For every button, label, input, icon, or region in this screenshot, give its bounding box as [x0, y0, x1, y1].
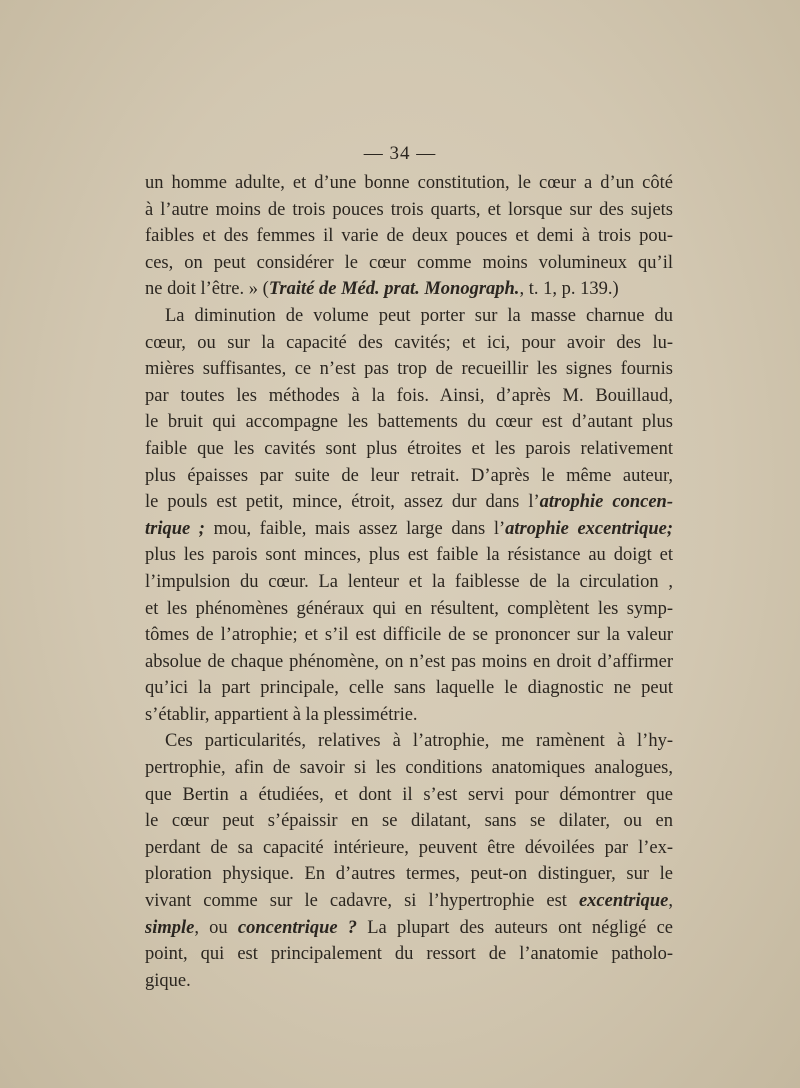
text-line — [145, 303, 673, 330]
text-segment: le pouls est petit, mince, étroit, assez dur dans l’ — [145, 492, 540, 513]
text-line — [145, 276, 673, 303]
text-line — [145, 888, 673, 915]
text-segment: cœur, ou sur la capacité des cavités; et ici, pour avoir des lu- — [145, 332, 673, 353]
text-segment: , ou — [194, 917, 238, 938]
italic-text: atrophie excentrique; — [505, 518, 674, 539]
page-number: — 34 — — [363, 143, 437, 164]
body-text — [145, 170, 673, 994]
text-segment: le cœur peut s’épaissir en se dilatant, sans se dilater, ou en — [145, 811, 673, 832]
text-line — [145, 622, 673, 649]
text-line — [145, 782, 673, 809]
text-segment: ne doit l’être. » ( — [145, 279, 269, 300]
text-line — [145, 702, 673, 729]
text-line — [145, 436, 673, 463]
text-segment: le bruit qui accompagne les battements du cœur est d’autant plus — [145, 412, 673, 433]
text-segment: Ces particularités, relatives à l’atrophie, me ramènent à l’hy- — [165, 731, 673, 752]
text-segment: gique. — [145, 970, 191, 991]
text-segment: , t. 1, p. 139.) — [519, 279, 619, 300]
text-line — [145, 915, 673, 942]
text-line — [145, 542, 673, 569]
text-segment: faible que les cavités sont plus étroites et les parois relativement — [145, 438, 673, 459]
italic-text: trique ; — [145, 518, 205, 539]
text-line — [145, 197, 673, 224]
text-segment: La diminution de volume peut porter sur la masse charnue du — [165, 305, 673, 326]
italic-text: concentrique ? — [237, 917, 358, 938]
text-segment: La plupart des auteurs ont négligé ce — [357, 917, 674, 938]
italic-text: excentrique — [578, 891, 669, 912]
text-segment: tômes de l’atrophie; et s’il est difficile de se prononcer sur la valeur — [145, 625, 673, 646]
text-line — [145, 728, 673, 755]
text-line — [145, 250, 673, 277]
text-segment: par toutes les méthodes à la fois. Ainsi, d’après M. Bouillaud, — [145, 385, 673, 406]
text-line — [145, 596, 673, 623]
text-line — [145, 356, 673, 383]
text-segment: mières suffisantes, ce n’est pas trop de recueillir les signes fournis — [145, 359, 673, 380]
text-line — [145, 409, 673, 436]
text-line — [145, 569, 673, 596]
text-line — [145, 968, 673, 995]
text-segment: que Bertin a étudiées, et dont il s’est servi pour démontrer que — [145, 784, 673, 805]
text-line — [145, 649, 673, 676]
text-segment: s’établir, appartient à la plessimétrie. — [145, 704, 418, 725]
text-segment: perdant de sa capacité intérieure, peuvent être dévoilées par l’ex- — [145, 837, 673, 858]
text-line — [145, 463, 673, 490]
text-segment: mou, faible, mais assez large dans l’ — [204, 518, 506, 539]
text-line — [145, 755, 673, 782]
text-line — [145, 516, 673, 543]
text-segment: l’impulsion du cœur. La lenteur et la faiblesse de la circulation , — [145, 571, 673, 592]
text-segment: et les phénomènes généraux qui en résultent, complètent les symp- — [145, 598, 673, 619]
text-line — [145, 835, 673, 862]
text-segment: qu’ici la part principale, celle sans laquelle le diagnostic ne peut — [145, 678, 673, 699]
text-line — [145, 223, 673, 250]
text-segment: plus épaisses par suite de leur retrait. D’après le même auteur, — [145, 465, 673, 486]
text-line — [145, 808, 673, 835]
text-segment: , — [668, 891, 673, 912]
text-segment: plus les parois sont minces, plus est faible la résistance au doigt et — [145, 545, 673, 566]
text-segment: point, qui est principalement du ressort de l’anatomie patholo- — [145, 944, 673, 965]
text-line — [145, 170, 673, 197]
text-segment: ces, on peut considérer le cœur comme moins volumineux qu’il — [145, 252, 673, 273]
text-line — [145, 861, 673, 888]
text-line — [145, 383, 673, 410]
italic-text: atrophie concen- — [539, 492, 673, 513]
italic-text: simple — [145, 917, 195, 938]
italic-text: Traité de Méd. prat. Monograph. — [268, 279, 520, 300]
text-segment: vivant comme sur le cadavre, si l’hypertrophie est — [145, 891, 579, 912]
text-segment: ploration physique. En d’autres termes, peut-on distinguer, sur le — [145, 864, 673, 885]
text-segment: à l’autre moins de trois pouces trois quarts, et lorsque sur des sujets — [145, 199, 673, 220]
text-segment: pertrophie, afin de savoir si les conditions anatomiques analogues, — [145, 758, 673, 779]
text-segment: un homme adulte, et d’une bonne constitution, le cœur a d’un côté — [145, 173, 673, 193]
text-line — [145, 330, 673, 357]
text-segment: absolue de chaque phénomène, on n’est pas moins en droit d’affirmer — [145, 651, 673, 672]
text-line — [145, 489, 673, 516]
text-segment: faibles et des femmes il varie de deux pouces et demi à trois pou- — [145, 226, 673, 247]
text-line — [145, 941, 673, 968]
text-line — [145, 675, 673, 702]
